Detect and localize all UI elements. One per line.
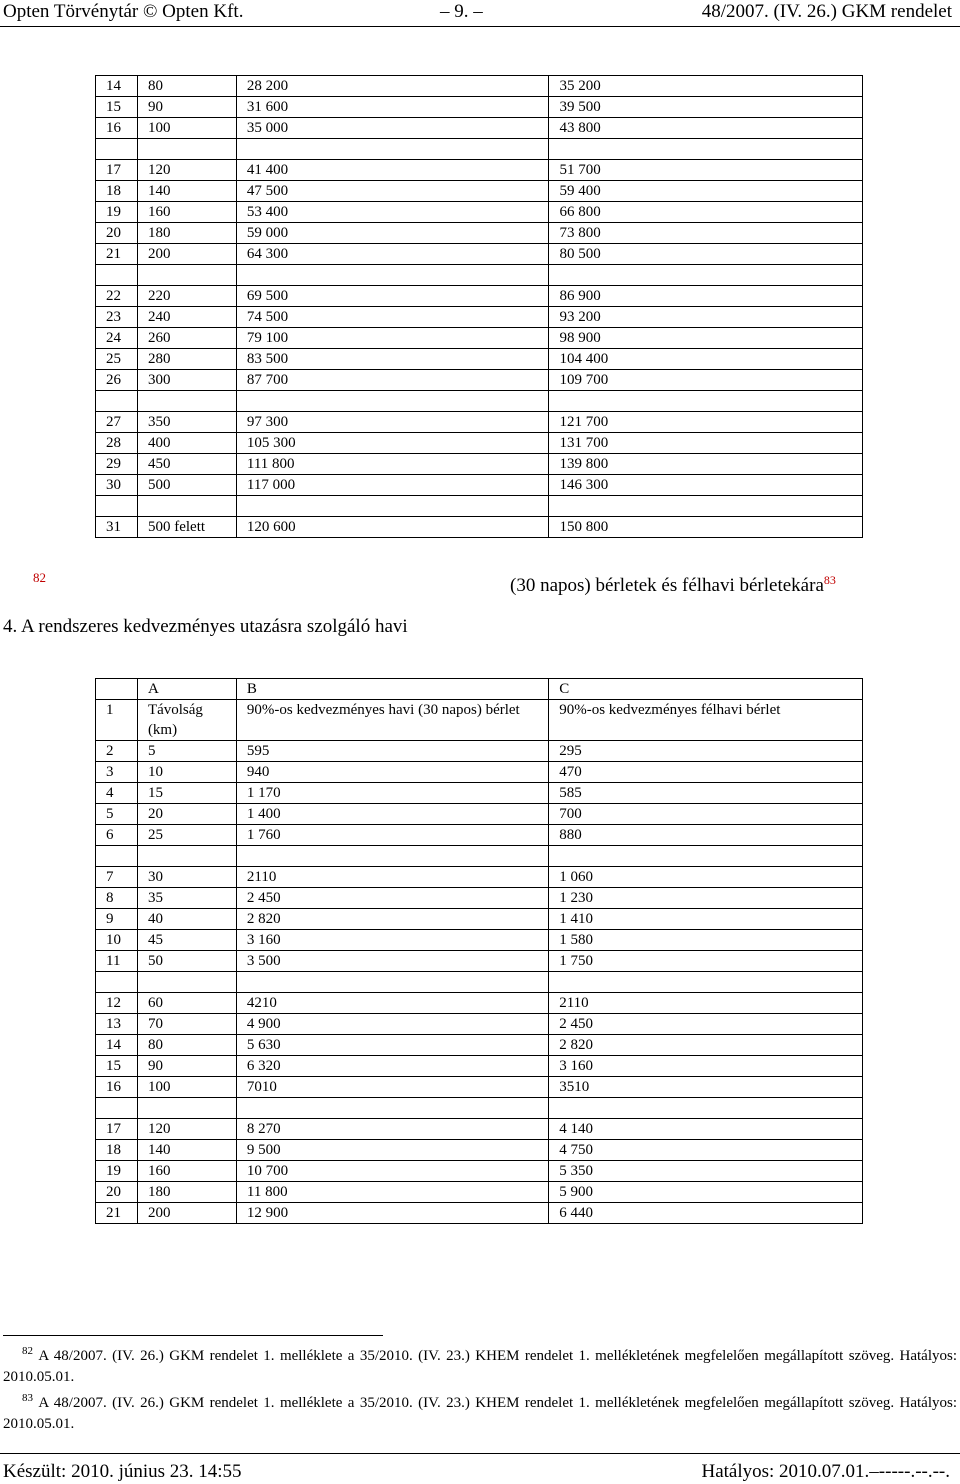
table-cell [549,1098,863,1119]
table-cell: 240 [137,307,236,328]
table-row [96,888,863,909]
table-cell [137,496,236,517]
table-row [96,244,863,265]
table-cell: 295 [549,741,863,762]
table-cell: 35 000 [236,118,549,139]
table-cell: 4 900 [236,1014,548,1035]
table-cell: 6 440 [549,1203,863,1224]
table-cell: 59 400 [549,181,863,202]
table-cell: 64 300 [236,244,549,265]
header-page-number: – 9. – [440,1,483,22]
footnote-marker-82: 82 [33,570,46,585]
distance-price-table [95,75,863,538]
table-cell: 200 [137,244,236,265]
table-cell [236,1098,548,1119]
footnote-number: 83 [22,1392,33,1404]
table-cell [96,496,138,517]
table-cell: 585 [549,783,863,804]
table-row [96,1182,863,1203]
table-row [96,1077,863,1098]
table-row [96,1035,863,1056]
table-cell: 220 [137,286,236,307]
table-cell: 79 100 [236,328,549,349]
table-row [96,349,863,370]
table-cell: 22 [96,286,138,307]
header-publisher: Opten Törvénytár © Opten Kft. [3,1,244,22]
table-cell: 29 [96,454,138,475]
table-row [96,783,863,804]
table-row [96,517,863,538]
table-cell: 5 630 [236,1035,548,1056]
table-cell [236,391,549,412]
table-header-cell: C [549,679,863,700]
table-cell: 7010 [236,1077,548,1098]
table-spacer-row [96,972,863,993]
table-cell: 40 [137,909,236,930]
table-cell: 16 [96,118,138,139]
table-cell [549,846,863,867]
table-cell: 2 820 [236,909,548,930]
table-cell: 1 400 [236,804,548,825]
table-row [96,825,863,846]
table-cell: 6 320 [236,1056,548,1077]
table-cell: 120 [137,160,236,181]
table-row [96,118,863,139]
table-cell: 86 900 [549,286,863,307]
table-cell: 140 [137,181,236,202]
table-cell: 10 700 [236,1161,548,1182]
table-cell: 200 [137,1203,236,1224]
table-cell: 74 500 [236,307,549,328]
table-cell [137,139,236,160]
pass-price-table [95,678,863,1224]
table-cell: 11 800 [236,1182,548,1203]
table-row [96,741,863,762]
table-cell: 400 [137,433,236,454]
table-subheader-cell: 90%-os kedvezményes félhavi bérlet [549,700,863,741]
table-cell [137,1098,236,1119]
table-cell: 53 400 [236,202,549,223]
table-cell: 66 800 [549,202,863,223]
table-spacer-row [96,496,863,517]
table-spacer-row [96,391,863,412]
table-cell: 109 700 [549,370,863,391]
table-cell: 105 300 [236,433,549,454]
table-cell: 25 [137,825,236,846]
table-cell: 43 800 [549,118,863,139]
table-row [96,76,863,97]
table-cell: 4210 [236,993,548,1014]
table-cell: 20 [96,1182,138,1203]
table-cell: 120 [137,1119,236,1140]
footnote-list [3,1341,957,1435]
table-cell: 2 820 [549,1035,863,1056]
table-cell: 5 [137,741,236,762]
table-cell: 160 [137,1161,236,1182]
table-cell: 700 [549,804,863,825]
table-cell: 111 800 [236,454,549,475]
table-cell: 93 200 [549,307,863,328]
table-cell: 28 200 [236,76,549,97]
table-row [96,804,863,825]
footer-rule [0,1453,960,1454]
table-cell: 2110 [549,993,863,1014]
footnote-number: 82 [22,1345,33,1357]
table-cell: 1 060 [549,867,863,888]
table-cell: 83 500 [236,349,549,370]
footer-created: Készült: 2010. június 23. 14:55 [3,1461,242,1482]
table-cell: 139 800 [549,454,863,475]
table-cell: 595 [236,741,548,762]
table-cell: 31 [96,517,138,538]
table-cell: 1 580 [549,930,863,951]
table-cell: 104 400 [549,349,863,370]
table-cell: 20 [96,223,138,244]
table-cell: 12 [96,993,138,1014]
table-cell [549,265,863,286]
table-header-cell: A [137,679,236,700]
table-cell [549,391,863,412]
table-cell [549,496,863,517]
table-cell: 4 140 [549,1119,863,1140]
table-row [96,97,863,118]
table-cell: 26 [96,370,138,391]
table-row [96,307,863,328]
header-document-title: 48/2007. (IV. 26.) GKM rendelet [701,1,952,22]
page-footer [0,1460,960,1484]
table-cell [96,265,138,286]
table-cell [96,391,138,412]
table-cell: 4 [96,783,138,804]
table-cell: 3 160 [236,930,548,951]
table-cell: 2 450 [236,888,548,909]
table-cell [549,139,863,160]
table-cell [137,972,236,993]
table-cell: 3 500 [236,951,548,972]
table-cell: 24 [96,328,138,349]
table-cell: 4 750 [549,1140,863,1161]
table-row [96,951,863,972]
table-cell: 500 felett [137,517,236,538]
table-cell: 51 700 [549,160,863,181]
table-row [96,475,863,496]
table-cell: 260 [137,328,236,349]
table-cell: 19 [96,202,138,223]
table-cell: 1 410 [549,909,863,930]
table-row [96,762,863,783]
table-cell: 23 [96,307,138,328]
table-cell: 21 [96,1203,138,1224]
table-cell: 35 [137,888,236,909]
table-cell: 14 [96,76,138,97]
table-subheader-cell: 90%-os kedvezményes havi (30 napos) bérlet [236,700,548,741]
table-cell: 300 [137,370,236,391]
table-row [96,930,863,951]
table-cell: 59 000 [236,223,549,244]
table-cell: 8 [96,888,138,909]
table-cell: 28 [96,433,138,454]
table-cell: 70 [137,1014,236,1035]
table-cell: 17 [96,160,138,181]
table-cell: 18 [96,1140,138,1161]
table-cell: 1 760 [236,825,548,846]
table-cell: 15 [96,1056,138,1077]
table-cell: 69 500 [236,286,549,307]
section-title: 4. A rendszeres kedvezményes utazásra szolgáló havi [3,616,408,637]
table-cell [96,972,138,993]
table-cell: 2110 [236,867,548,888]
table-cell: 14 [96,1035,138,1056]
table-cell [236,846,548,867]
table-cell: 21 [96,244,138,265]
table-cell: 18 [96,181,138,202]
table-row [96,1119,863,1140]
table-cell: 146 300 [549,475,863,496]
table-cell: 5 [96,804,138,825]
footer-effective: Hatályos: 2010.07.01.–-----.--.--. [701,1461,950,1482]
table-cell: 500 [137,475,236,496]
distance-price-table-body [96,76,863,538]
table-cell [236,139,549,160]
table-row [96,454,863,475]
table-cell: 19 [96,1161,138,1182]
table-cell: 47 500 [236,181,549,202]
table-cell: 15 [96,97,138,118]
table-row [96,1014,863,1035]
table-cell: 41 400 [236,160,549,181]
table-header-cell: B [236,679,548,700]
table-subheader-row [96,700,863,741]
footnote-item [3,1341,957,1388]
table-cell: 35 200 [549,76,863,97]
table-cell: 100 [137,1077,236,1098]
table-spacer-row [96,265,863,286]
table-cell [96,846,138,867]
table-cell: 7 [96,867,138,888]
header-rule [0,26,960,27]
table-row [96,202,863,223]
table-cell: 8 270 [236,1119,548,1140]
table-cell: 350 [137,412,236,433]
table-cell: 180 [137,223,236,244]
table-cell: 9 500 [236,1140,548,1161]
table-cell [236,265,549,286]
table-row [96,1203,863,1224]
table-cell: 5 350 [549,1161,863,1182]
table-cell: 450 [137,454,236,475]
table-cell: 117 000 [236,475,549,496]
table-cell [549,972,863,993]
table-row [96,181,863,202]
table-cell: 3 [96,762,138,783]
footnote-marker-83: 83 [823,573,836,587]
table-cell: 140 [137,1140,236,1161]
pass-price-table-body [96,679,863,1224]
table-row [96,412,863,433]
page-header [0,0,960,26]
table-cell: 39 500 [549,97,863,118]
table-cell: 880 [549,825,863,846]
section-title-right: (30 napos) bérletek és félhavi bérletekára [510,575,824,596]
table-row [96,370,863,391]
table-cell: 120 600 [236,517,549,538]
table-spacer-row [96,846,863,867]
table-cell [96,139,138,160]
table-cell: 1 230 [549,888,863,909]
table-cell: 1 170 [236,783,548,804]
table-cell: 87 700 [236,370,549,391]
table-cell: 160 [137,202,236,223]
table-cell: 80 [137,76,236,97]
footnote-text: A 48/2007. (IV. 26.) GKM rendelet 1. melléklete a 35/2010. (IV. 23.) KHEM rendelet 1. mellékletének megfelelően megállapított szöveg. Hatályos: 2010.05.01. [3,1395,957,1432]
table-cell: 131 700 [549,433,863,454]
table-cell: 50 [137,951,236,972]
table-cell: 30 [96,475,138,496]
table-spacer-row [96,139,863,160]
table-header-row [96,679,863,700]
section-title-continuation [510,573,836,597]
table-subheader-cell: Távolság (km) [137,700,236,741]
table-cell: 280 [137,349,236,370]
table-cell: 470 [549,762,863,783]
table-cell: 73 800 [549,223,863,244]
table-cell: 2 450 [549,1014,863,1035]
table-row [96,1140,863,1161]
table-cell: 16 [96,1077,138,1098]
table-cell: 80 500 [549,244,863,265]
table-cell: 3510 [549,1077,863,1098]
table-row [96,1161,863,1182]
table-cell: 45 [137,930,236,951]
table-cell: 1 750 [549,951,863,972]
table-cell: 121 700 [549,412,863,433]
table-cell: 5 900 [549,1182,863,1203]
table-cell: 25 [96,349,138,370]
table-cell [137,391,236,412]
table-cell: 90 [137,97,236,118]
table-cell: 80 [137,1035,236,1056]
table-cell [137,846,236,867]
table-row [96,286,863,307]
table-cell: 11 [96,951,138,972]
table-cell [96,1098,138,1119]
table-subheader-cell: 1 [96,700,138,741]
table-cell: 31 600 [236,97,549,118]
table-cell: 60 [137,993,236,1014]
footnote-rule [3,1335,383,1336]
table-cell: 180 [137,1182,236,1203]
table-cell: 10 [137,762,236,783]
table-cell: 9 [96,909,138,930]
table-row [96,867,863,888]
table-row [96,223,863,244]
table-row [96,909,863,930]
table-cell: 13 [96,1014,138,1035]
table-cell: 6 [96,825,138,846]
table-row [96,1056,863,1077]
table-row [96,993,863,1014]
table-cell: 30 [137,867,236,888]
table-cell: 100 [137,118,236,139]
table-cell: 90 [137,1056,236,1077]
table-cell: 10 [96,930,138,951]
table-header-cell [96,679,138,700]
table-cell: 3 160 [549,1056,863,1077]
table-row [96,433,863,454]
table-cell: 97 300 [236,412,549,433]
table-cell [137,265,236,286]
table-spacer-row [96,1098,863,1119]
table-cell [236,496,549,517]
table-cell: 15 [137,783,236,804]
table-cell: 2 [96,741,138,762]
table-cell: 150 800 [549,517,863,538]
table-cell: 17 [96,1119,138,1140]
table-row [96,160,863,181]
table-cell: 940 [236,762,548,783]
table-cell: 20 [137,804,236,825]
table-cell: 27 [96,412,138,433]
footnote-item [3,1388,957,1435]
table-row [96,328,863,349]
footnote-text: A 48/2007. (IV. 26.) GKM rendelet 1. melléklete a 35/2010. (IV. 23.) KHEM rendelet 1. mellékletének megfelelően megállapított szöveg. Hatályos: 2010.05.01. [3,1348,957,1385]
table-cell: 98 900 [549,328,863,349]
table-cell: 12 900 [236,1203,548,1224]
table-cell [236,972,548,993]
